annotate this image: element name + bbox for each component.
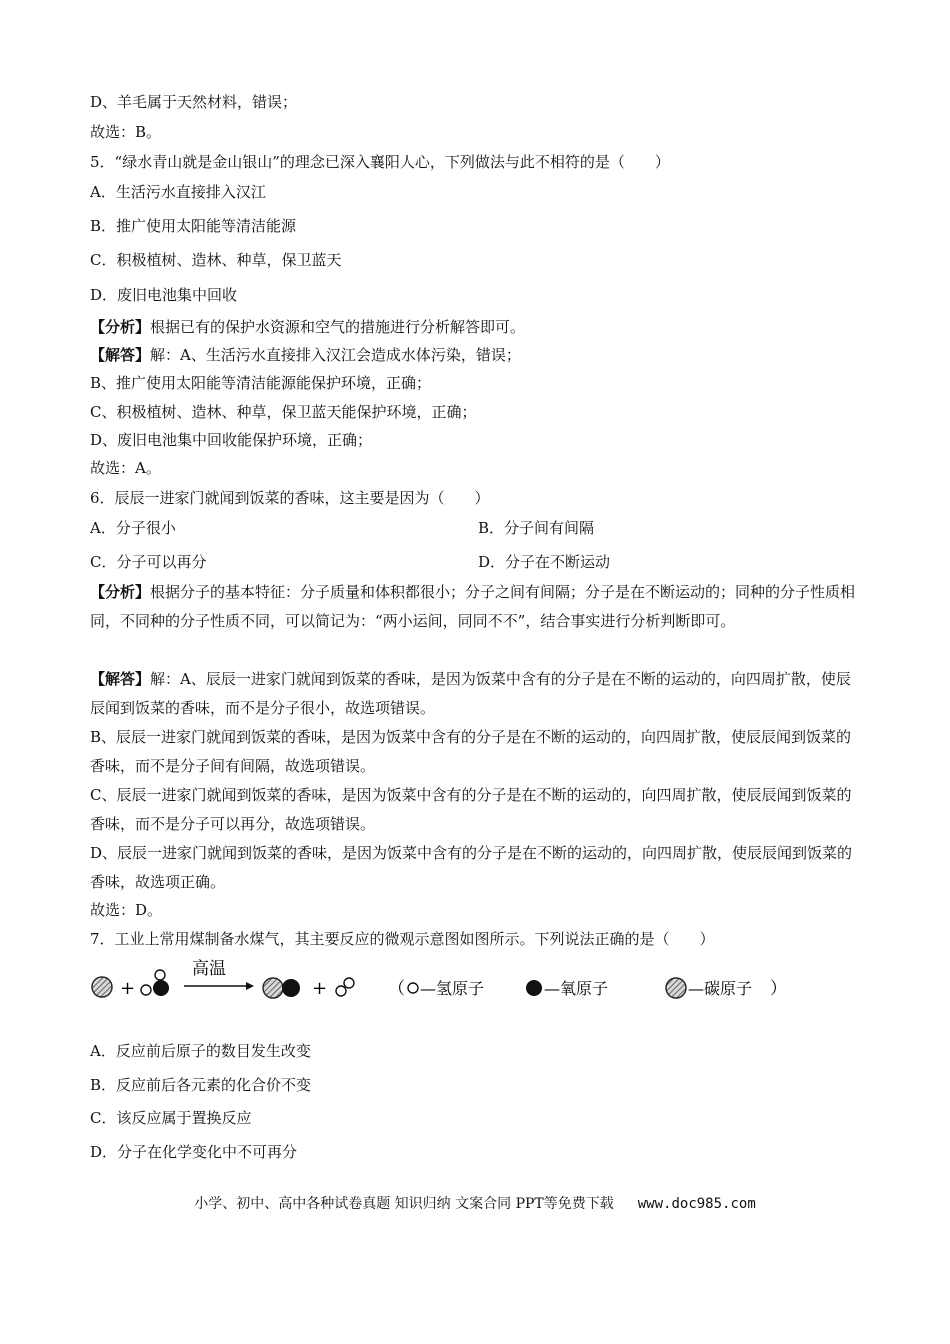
reaction-arrow	[184, 982, 254, 990]
q5-solution-a-text: 解：A、生活污水直接排入汉江会造成水体污染，错误；	[150, 346, 521, 364]
q5-option-d: D．废旧电池集中回收	[90, 286, 238, 304]
q6-solution-d: D、辰辰一进家门就闻到饭菜的香味，是因为饭菜中含有的分子是在不断的运动的，向四周扩散，使辰辰闻到饭菜的香味，故选项正确。	[90, 844, 853, 891]
legend-hydrogen-atom	[408, 983, 418, 993]
q5-analysis-text: 根据已有的保护水资源和空气的措施进行分析解答即可。	[150, 318, 526, 336]
q7-stem: 7．工业上常用煤制备水煤气，其主要反应的微观示意图如图所示。下列说法正确的是（ ）	[90, 930, 715, 948]
q7-reaction-diagram	[88, 958, 798, 1018]
plus-sign-2: +	[312, 978, 328, 999]
q7-option-d: D．分子在化学变化中不可再分	[90, 1143, 298, 1161]
q6-stem: 6．辰辰一进家门就闻到饭菜的香味，这主要是因为（ ）	[90, 489, 490, 507]
q6-solution-a	[90, 665, 860, 723]
q6-solution-c: C、辰辰一进家门就闻到饭菜的香味，是因为饭菜中含有的分子是在不断的运动的，向四周扩散，使辰辰闻到饭菜的香味，而不是分子可以再分，故选项错误。	[90, 786, 852, 833]
page-footer	[0, 1194, 950, 1214]
hydrogen-molecule	[336, 978, 354, 996]
q6-analysis-text: 根据分子的基本特征：分子质量和体积都很小；分子之间有间隔；分子是在不断运动的；同种的分子性质相同，不同种的分子性质不同，可以简记为：“两小运间，同同不不”，结合事实进行分析判断即可。	[90, 583, 856, 630]
footer-url[interactable]: www.doc985.com	[637, 1196, 756, 1212]
prev-answer: 故选：B。	[90, 123, 162, 141]
q6-option-b: B．分子间有间隔	[478, 519, 595, 537]
q5-answer: 故选：A。	[90, 459, 161, 477]
legend-carbon-atom	[666, 978, 686, 998]
q5-solution-c: C、积极植树、造林、种草，保卫蓝天能保护环境，正确；	[90, 403, 477, 421]
legend-oxygen-atom	[526, 980, 542, 996]
legend-hydrogen-label: —氢原子	[420, 979, 485, 998]
q5-option-c: C．积极植树、造林、种草，保卫蓝天	[90, 251, 342, 269]
q6-option-c: C．分子可以再分	[90, 553, 207, 571]
legend-oxygen-label: —氧原子	[544, 979, 609, 998]
q5-stem: 5．“绿水青山就是金山银山”的理念已深入襄阳人心，下列做法与此不相符的是（ ）	[90, 153, 670, 171]
reaction-condition: 高温	[192, 959, 226, 979]
q6-option-a: A．分子很小	[90, 519, 176, 537]
legend-close-paren: ）	[770, 979, 787, 999]
q5-solution-d: D、废旧电池集中回收能保护环境，正确；	[90, 431, 373, 449]
water-molecule	[141, 970, 169, 996]
q6-answer: 故选：D。	[90, 901, 163, 919]
q7-option-a: A．反应前后原子的数目发生改变	[90, 1042, 311, 1060]
q5-option-a: A．生活污水直接排入汉江	[90, 183, 266, 201]
q6-solution-tag: 【解答】	[90, 670, 151, 688]
q5-solution-b: B、推广使用太阳能等清洁能源能保护环境，正确；	[90, 374, 432, 392]
q7-option-b: B．反应前后各元素的化合价不变	[90, 1076, 312, 1094]
q6-solution-b: B、辰辰一进家门就闻到饭菜的香味，是因为饭菜中含有的分子是在不断的运动的，向四周扩散，使辰辰闻到饭菜的香味，而不是分子间有间隔，故选项错误。	[90, 728, 852, 775]
carbon-monoxide-molecule	[263, 978, 300, 998]
footer-text: 小学、初中、高中各种试卷真题 知识归纳 文案合同 PPT等免费下载	[194, 1196, 614, 1212]
prev-option-d-explanation: D、羊毛属于天然材料，错误；	[90, 93, 298, 111]
q7-option-c: C．该反应属于置换反应	[90, 1109, 252, 1127]
q6-analysis-tag: 【分析】	[90, 583, 151, 601]
plus-sign-1: +	[120, 978, 136, 999]
q5-analysis	[90, 317, 525, 337]
carbon-atom	[92, 977, 112, 997]
legend-carbon-label: —碳原子	[688, 979, 753, 998]
q6-solution-a-text: 解：A、辰辰一进家门就闻到饭菜的香味，是因为饭菜中含有的分子是在不断的运动的，向四周扩散，使辰辰闻到饭菜的香味，而不是分子很小，故选项错误。	[90, 670, 851, 717]
q5-solution-a	[90, 345, 521, 365]
q6-analysis	[90, 578, 860, 636]
q5-option-b: B．推广使用太阳能等清洁能源	[90, 217, 297, 235]
q5-analysis-tag: 【分析】	[90, 318, 151, 336]
q6-option-d: D．分子在不断运动	[478, 553, 611, 571]
legend-open-paren: （	[388, 979, 405, 999]
q5-solution-tag: 【解答】	[90, 346, 151, 364]
